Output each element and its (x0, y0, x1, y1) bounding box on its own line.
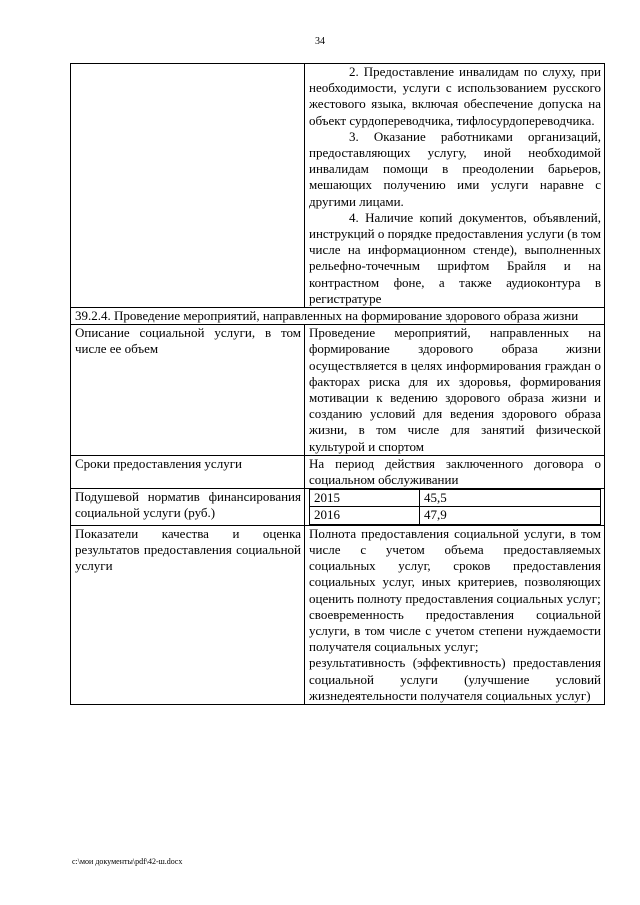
section-heading: 39.2.4. Проведение мероприятий, направленных на формирование здорового образа жизни (71, 308, 605, 325)
norm-year: 2016 (310, 507, 420, 524)
list-item: 4. Наличие копий документов, объявлений, инструкций о порядке предоставления услуги (в том числе на информационном стенде), выполненных рельефно-точечным шрифтом Брайля и на контрастном фоне, а также аудиоконтура в регистратуре (309, 209, 601, 306)
table-row (71, 64, 605, 308)
list-item: 3. Оказание работниками организаций, предоставляющих услугу, иной необходимой инвалидам помощи в преодолении барьеров, мешающих получению ими услуги наравне с другими лицами. (309, 128, 601, 209)
norm-values-cell (305, 489, 605, 525)
row-value (305, 525, 605, 704)
norm-row (310, 490, 601, 507)
norm-values-table (309, 489, 601, 524)
service-table (70, 63, 605, 705)
norm-amount: 45,5 (420, 490, 601, 507)
table-row (71, 325, 605, 456)
footer-file-path: c:\мои документы\pdf\42-ш.docx (72, 857, 183, 866)
row-label: Подушевой норматив финансирования социальной услуги (руб.) (71, 489, 305, 525)
norm-row (310, 507, 601, 524)
row-label: Описание социальной услуги, в том числе ее объем (71, 325, 305, 456)
row-value: Проведение мероприятий, направленных на формирование здорового образа жизни осуществляется в целях информирования граждан о факторах риска для их здоровья, формирования мотивации к ведению здорового образа жизни и созданию условий для ведения здорового образа жизни, в том числе для занятий физической культурой и спортом (305, 325, 605, 456)
table-row (71, 489, 605, 525)
quality-paragraph: результативность (эффективность) предоставления социальной услуги (улучшение условий жизнедеятельности получателя социальных услуг) (309, 655, 601, 703)
accessibility-measures-cell (305, 64, 605, 308)
table-row (71, 525, 605, 704)
empty-cell (71, 64, 305, 308)
quality-paragraph: Полнота предоставления социальной услуги, в том числе с учетом объема предоставляемых социальных услуг, сроков предоставления социальных услуг, иных критериев, позволяющих оценить полноту предоставления социальных услуг; (309, 525, 601, 606)
row-label: Показатели качества и оценка результатов предоставления социальной услуги (71, 525, 305, 704)
page-number: 34 (315, 36, 325, 47)
table-row (71, 455, 605, 488)
norm-year: 2015 (310, 490, 420, 507)
row-value: На период действия заключенного договора о социальном обслуживании (305, 455, 605, 488)
list-item: 2. Предоставление инвалидам по слуху, при необходимости, услуги с использованием русского жестового языка, включая обеспечение допуска на объект сурдопереводчика, тифлосурдопереводчика. (309, 64, 601, 128)
quality-paragraph: своевременность предоставления социальной услуги, в том числе с учетом степени нуждаемости получателя социальных услуг; (309, 606, 601, 655)
table-row (71, 308, 605, 325)
row-label: Сроки предоставления услуги (71, 455, 305, 488)
norm-amount: 47,9 (420, 507, 601, 524)
